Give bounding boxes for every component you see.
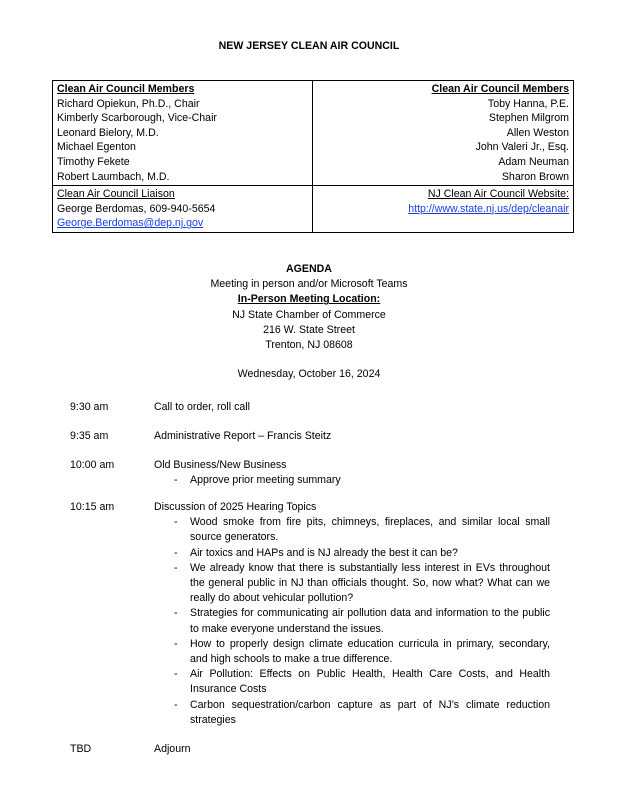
item-description <box>154 458 550 488</box>
sub-item-text: How to properly design climate education curricula in primary, secondary, and high schools to make a true difference. <box>190 637 550 666</box>
item-time: 10:15 am <box>70 501 115 514</box>
contact-row <box>53 186 574 233</box>
dash-bullet: - <box>174 668 178 681</box>
sub-item <box>154 546 550 561</box>
member-name: Leonard Bielory, M.D. <box>57 126 159 139</box>
document-title: NEW JERSEY CLEAN AIR COUNCIL <box>218 40 400 52</box>
dash-bullet: - <box>174 546 178 559</box>
agenda-item <box>70 400 550 415</box>
item-description: Call to order, roll call <box>154 401 250 413</box>
member-name: Adam Neuman <box>498 155 569 168</box>
sub-item <box>154 515 550 545</box>
item-time: 10:00 am <box>70 459 115 471</box>
sub-item-list <box>154 515 550 728</box>
right-members-header: Clean Air Council Members <box>431 83 569 95</box>
item-description <box>154 500 550 728</box>
agenda-item <box>70 429 550 444</box>
venue-street: 216 W. State Street <box>263 323 355 336</box>
venue-city: Trenton, NJ 08608 <box>265 339 353 352</box>
sub-item-text: We already know that there is substantially less interest in EVs throughout the general public in NJ than officials thought. So, now what? What can we really do about vehicular pollution? <box>190 561 550 605</box>
website-link[interactable]: http://www.state.nj.us/dep/cleanair <box>408 202 569 215</box>
item-description: Administrative Report – Francis Steitz <box>154 430 332 442</box>
member-name: Michael Egenton <box>57 141 136 154</box>
agenda-items <box>70 400 550 757</box>
member-name: Richard Opiekun, Ph.D., Chair <box>57 97 200 110</box>
sub-item-text: Strategies for communicating air pollution data and information to the public to make everyone understand the issues. <box>190 607 550 635</box>
member-name: Sharon Brown <box>501 170 569 183</box>
dash-bullet: - <box>174 698 178 711</box>
agenda-item <box>70 742 550 757</box>
sub-item-list <box>154 473 550 488</box>
member-name: Robert Laumbach, M.D. <box>57 170 170 183</box>
members-right-cell <box>312 81 573 186</box>
sub-item <box>154 667 550 697</box>
sub-item <box>154 561 550 607</box>
sub-item-text: Wood smoke from fire pits, chimneys, fireplaces, and similar local small source generators. <box>190 516 550 544</box>
dash-bullet: - <box>174 607 178 620</box>
sub-item <box>154 637 550 667</box>
website-label: NJ Clean Air Council Website: <box>427 188 569 201</box>
member-name: John Valeri Jr., Esq. <box>475 141 569 154</box>
dash-bullet: - <box>174 637 178 650</box>
sub-item-text: Air toxics and HAPs and is NJ already the best it can be? <box>190 546 458 559</box>
meeting-mode: Meeting in person and/or Microsoft Teams <box>210 278 408 291</box>
member-name: Timothy Fekete <box>57 155 130 168</box>
members-row <box>53 81 574 186</box>
item-time: 9:35 am <box>70 430 109 442</box>
sub-item <box>154 698 550 728</box>
members-left-cell <box>53 81 313 186</box>
liaison-label: Clean Air Council Liaison <box>57 188 175 201</box>
dash-bullet: - <box>174 516 178 529</box>
left-members-header: Clean Air Council Members <box>57 83 195 95</box>
agenda-block <box>0 262 618 382</box>
sub-item-text: Approve prior meeting summary <box>190 474 341 486</box>
dash-bullet: - <box>174 474 178 486</box>
agenda-item <box>70 458 550 488</box>
sub-item <box>154 473 550 488</box>
website-cell <box>312 186 573 233</box>
item-description: Adjourn <box>154 743 191 756</box>
members-table <box>52 80 574 233</box>
item-time: TBD <box>70 743 92 756</box>
meeting-date: Wednesday, October 16, 2024 <box>237 368 381 381</box>
item-time: 9:30 am <box>70 401 109 413</box>
venue-name: NJ State Chamber of Commerce <box>232 308 386 321</box>
sub-item-text: Carbon sequestration/carbon capture as part of NJ’s climate reduction strategies <box>190 698 550 726</box>
item-description-text: Old Business/New Business <box>154 459 287 471</box>
liaison-cell <box>53 186 313 233</box>
location-label: In-Person Meeting Location: <box>237 293 381 306</box>
liaison-name: George Berdomas, 609-940-5654 <box>57 202 216 215</box>
member-name: Kimberly Scarborough, Vice-Chair <box>57 112 217 125</box>
sub-item-text: Air Pollution: Effects on Public Health, Health Care Costs, and Health Insurance Costs <box>190 668 550 696</box>
liaison-email-link[interactable]: George.Berdomas@dep.nj.gov <box>57 217 204 230</box>
member-name: Allen Weston <box>506 126 569 139</box>
member-name: Toby Hanna, P.E. <box>487 97 569 110</box>
agenda-heading: AGENDA <box>286 263 332 275</box>
agenda-item <box>70 500 550 728</box>
dash-bullet: - <box>174 561 178 574</box>
sub-item <box>154 606 550 636</box>
item-description-text: Discussion of 2025 Hearing Topics <box>154 501 317 514</box>
member-name: Stephen Milgrom <box>488 112 569 125</box>
